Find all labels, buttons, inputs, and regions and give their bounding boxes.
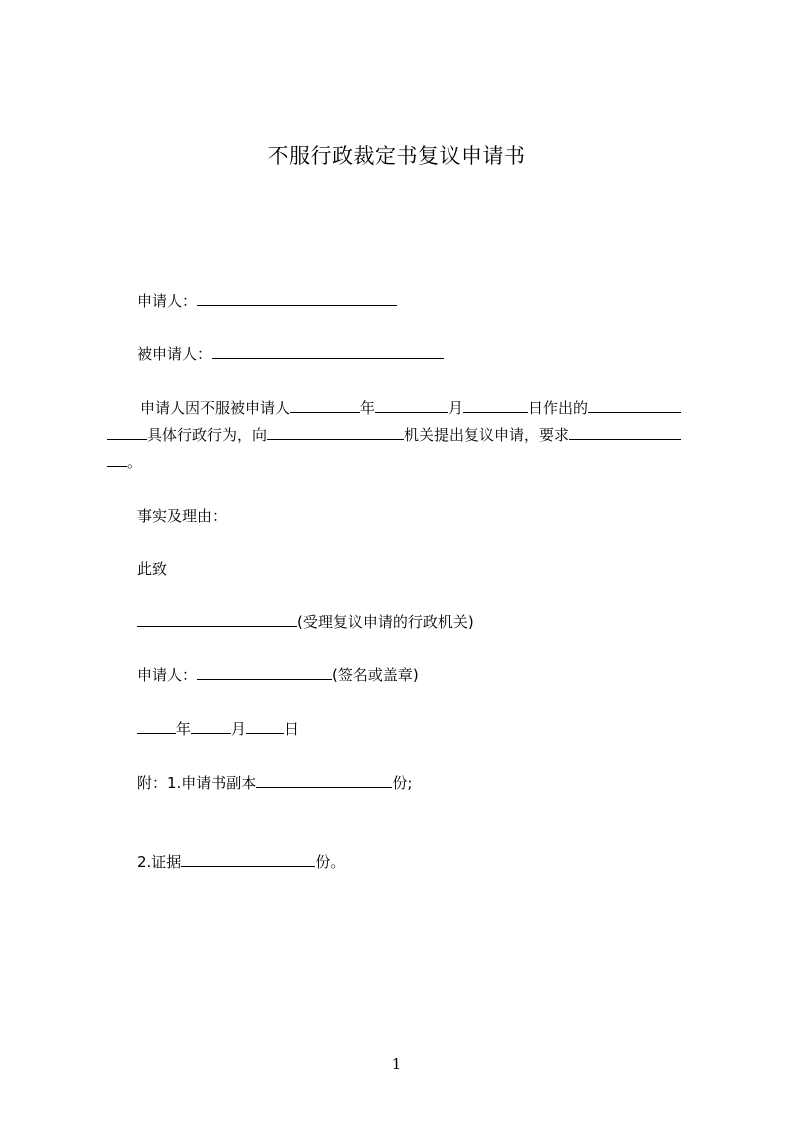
decision-day-blank[interactable]: [463, 398, 528, 413]
signature-label: 申请人：: [137, 666, 198, 684]
review-organ-name-blank[interactable]: [137, 612, 297, 627]
respondent-line: [137, 344, 444, 364]
evidence-count-blank[interactable]: [181, 852, 315, 867]
attachment-2-label: 2.证据: [137, 853, 182, 871]
decision-month-blank[interactable]: [375, 398, 448, 413]
year-label: 年: [360, 399, 376, 417]
sign-month-blank[interactable]: [191, 719, 231, 734]
body-text-start: 申请人因不服被申请人: [140, 399, 291, 417]
copy-count-blank[interactable]: [256, 773, 392, 788]
decision-content-blank-cont[interactable]: [107, 425, 147, 440]
page-title: 不服行政裁定书复议申请书: [267, 144, 526, 168]
sign-day-blank[interactable]: [246, 719, 284, 734]
attachment-1-label: 附：1.申请书副本: [137, 774, 257, 792]
applicant-label: 申请人：: [137, 292, 198, 310]
signature-note: (签名或盖章): [332, 666, 419, 684]
review-organ-note: (受理复议申请的行政机关): [297, 613, 474, 631]
date-line: [137, 719, 299, 739]
sign-year-blank[interactable]: [137, 719, 176, 734]
date-year-label: 年: [176, 720, 192, 738]
request-blank-cont[interactable]: [107, 452, 127, 467]
decision-year-blank[interactable]: [290, 398, 360, 413]
signature-line: [137, 665, 419, 685]
attachment-2-suffix: 份。: [315, 853, 346, 871]
page-number: 1: [391, 1055, 402, 1073]
month-label: 月: [448, 399, 464, 417]
respondent-label: 被申请人：: [137, 345, 213, 363]
applicant-blank[interactable]: [197, 291, 397, 306]
respondent-blank[interactable]: [212, 344, 444, 359]
attachment-1-suffix: 份;: [392, 774, 413, 792]
facts-label: 事实及理由：: [137, 507, 228, 525]
review-organ-line: [137, 612, 474, 632]
body-line-1: [140, 398, 681, 418]
request-blank[interactable]: [569, 425, 681, 440]
period-mark: 。: [127, 453, 143, 471]
specific-act-label: 具体行政行为，向: [147, 426, 268, 444]
attachment-2-line: [137, 852, 345, 872]
day-made-label: 日作出的: [528, 399, 589, 417]
date-day-label: 日: [284, 720, 300, 738]
review-request-label: 机关提出复议申请，要求: [404, 426, 570, 444]
attachment-1-line: [137, 773, 412, 793]
signature-blank[interactable]: [197, 665, 332, 680]
date-month-label: 月: [231, 720, 247, 738]
decision-content-blank[interactable]: [588, 398, 681, 413]
body-line-2: [107, 425, 681, 445]
review-organ-blank[interactable]: [267, 425, 404, 440]
applicant-line: [137, 291, 397, 311]
salutation: 此致: [137, 560, 168, 578]
body-line-3: [107, 452, 142, 472]
